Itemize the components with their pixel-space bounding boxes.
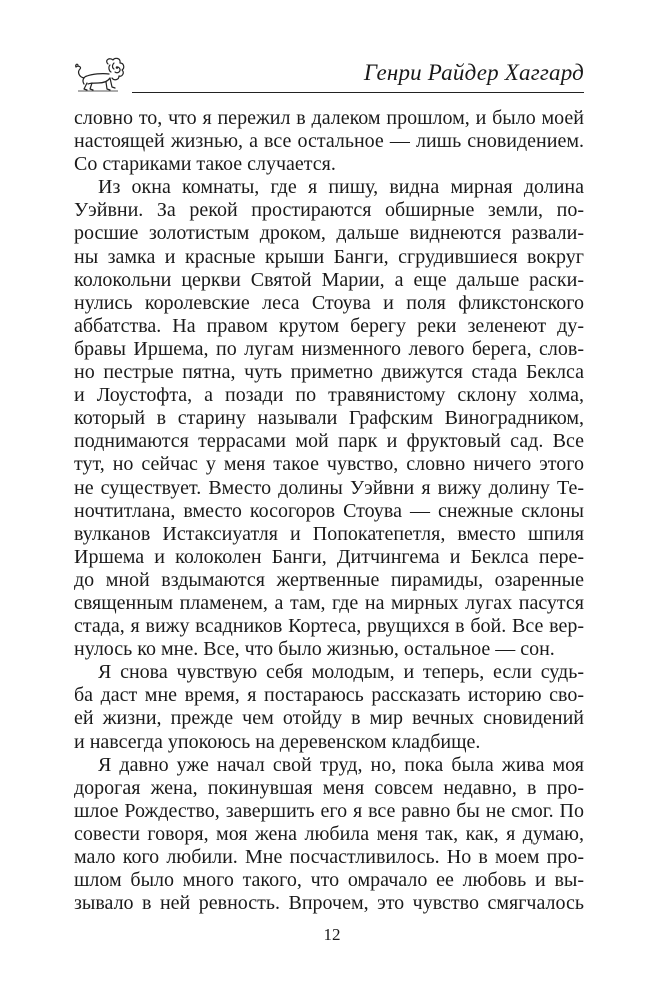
text-line: и навсегда упокоюсь на деревенском кладбище.	[74, 730, 481, 753]
text-line: но пестрые пятна, чуть приметно движутся стада Беклса	[74, 361, 584, 384]
text-line: совести говоря, моя жена любила меня так, как, я думаю,	[74, 822, 584, 845]
text-line: Иршема и колоколен Банги, Дитчингема и Беклса пере-	[74, 545, 584, 568]
text-line: Уэйвни. За рекой простираются обширные земли, по-	[74, 199, 584, 222]
paragraph	[74, 176, 584, 661]
running-header-author: Генри Райдер Хаггард	[363, 60, 584, 85]
text-line: не существует. Вместо долины Уэйвни я вижу долину Те-	[74, 476, 584, 499]
text-line: Я давно уже начал свой труд, но, пока была жива моя	[98, 753, 584, 776]
text-line: словно то, что я пережил в далеком прошлом, и было моей	[74, 107, 584, 129]
body-text	[74, 107, 584, 915]
page-number: 12	[323, 925, 341, 944]
text-line: ей жизни, прежде чем отойду в мир вечных сновидений	[74, 707, 584, 730]
text-line: бравы Иршема, по лугам низменного левого берега, слов-	[74, 337, 584, 360]
text-line: Я снова чувствую себя молодым, и теперь, если судь-	[98, 661, 584, 684]
text-line: аббатства. На правом крутом берегу реки зеленеют ду-	[74, 314, 584, 337]
text-line: ночтитлана, вместо косогоров Стоува — снежные склоны	[74, 499, 584, 522]
text-line: ба даст мне время, я постараюсь рассказать историю сво-	[74, 684, 584, 707]
text-line: нулось ко мне. Все, что было жизнью, остальное — сон.	[74, 638, 555, 661]
text-line: стада, я вижу всадников Кортеса, рвущихся в бой. Все вер-	[74, 615, 584, 638]
text-line: нулись королевские леса Стоува и поля фликстонского	[74, 291, 584, 314]
text-line: шлом было много такого, что омрачало ее любовь и вы-	[74, 869, 584, 892]
text-line: поднимаются террасами мой парк и фруктовый сад. Все	[74, 430, 584, 453]
text-line: шлое Рождество, завершить его я все равно бы не смог. По	[74, 799, 584, 822]
text-line: который в старину называли Графским Виноградником,	[74, 407, 584, 430]
text-line: зывало в ней ревность. Впрочем, это чувство смягчалось	[74, 892, 584, 915]
text-line: ны замка и красные крыши Банги, сгрудившиеся вокруг	[74, 245, 584, 268]
lion-icon	[74, 56, 128, 96]
text-line: Из окна комнаты, где я пишу, видна мирная долина	[98, 176, 584, 199]
text-line: вулканов Истаксиуатля и Попокатепетля, вместо шпиля	[74, 522, 584, 545]
paragraph	[74, 107, 584, 176]
text-line: тут, но сейчас у меня такое чувство, словно ничего этого	[74, 453, 584, 476]
text-line: мало кого любили. Мне посчастливилось. Но в моем про-	[74, 846, 584, 868]
text-line: настоящей жизнью, а все остальное — лишь сновидением.	[74, 130, 584, 153]
text-line: Со стариками такое случается.	[74, 153, 336, 176]
running-header	[74, 54, 584, 100]
paragraph	[74, 754, 584, 916]
text-line: дорогая жена, покинувшая меня совсем недавно, в про-	[74, 776, 584, 799]
text-line: колокольни церкви Святой Марии, а еще дальше раски-	[74, 268, 584, 291]
text-line: священным пламенем, а там, где на мирных лугах пасутся	[74, 591, 584, 614]
text-line: и Лоустофта, а позади по травянистому склону холма,	[74, 384, 584, 407]
header-divider	[132, 92, 584, 93]
paragraph	[74, 661, 584, 753]
text-line: до мной вздымаются жертвенные пирамиды, озаренные	[74, 568, 584, 591]
text-line: росшие золотистым дроком, дальше виднеются развали-	[74, 222, 584, 245]
